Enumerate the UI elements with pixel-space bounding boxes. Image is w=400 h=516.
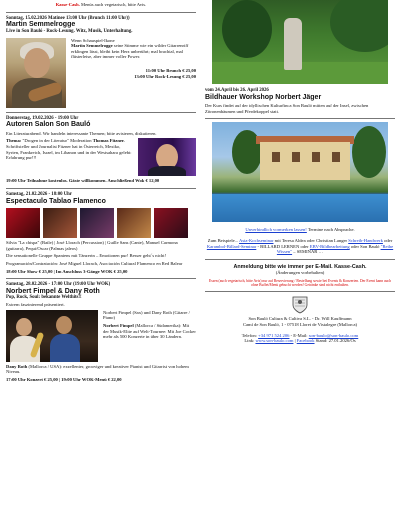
finca-pool-photo bbox=[212, 122, 388, 222]
examples-text: – SEMINAR … bbox=[292, 249, 324, 255]
fimpel-roth-photo bbox=[6, 310, 98, 362]
event-desc-lead: Wenn Schauspiel-Ikone bbox=[71, 37, 115, 43]
examples-text: mit Teresa Aldea oder Christian Langer bbox=[273, 237, 349, 243]
intro-rest: Menüs auch vegetarisch, bitte Avis. bbox=[79, 2, 147, 7]
email-label: - E-Mail: bbox=[289, 332, 309, 338]
theme-label: Thema: bbox=[6, 138, 23, 144]
event-desc: Der Kurs findet auf der idyllischen Kulturfinca Son Bauló mitten auf der Insel, zwischen Zitronenbäumen und Pferdekoppel statt. bbox=[205, 103, 369, 114]
reserve-text: Termine nach Absprache. bbox=[306, 227, 355, 233]
intro-cash: Kasse-Cash. bbox=[55, 2, 80, 7]
divider bbox=[205, 118, 395, 119]
divider bbox=[6, 112, 196, 113]
flamenco-desc: Die sensationelle Gruppe Spaniens mit Tänzerin – Emotionen pur! Besser geht´s nicht! bbox=[6, 253, 167, 259]
semmelrogge-photo bbox=[6, 38, 66, 108]
event-footer: 17:00 Uhr Konzert € 25,00 | 19:00 Uhr WOK-Menü € 22,00 bbox=[6, 376, 122, 382]
event-subtitle: Live in Son Bauló - Rock-Lesung. Witz, Musik, Unterhaltung. bbox=[6, 28, 133, 34]
web-label: Link: bbox=[244, 338, 256, 344]
reserve-link[interactable]: Unverbindlich vormerken lassen! bbox=[245, 227, 307, 233]
right-column bbox=[205, 0, 395, 344]
event-desc-name: Martin Semmelrogge bbox=[71, 43, 113, 49]
roth-desc: (Mallorca / USA): exzellenter, grooviger und kreativer Pianist und Gitarrist von hohem Niveau. bbox=[6, 363, 189, 375]
coat-of-arms-icon bbox=[292, 296, 308, 314]
changes-note: (Änderungen vorbehalten) bbox=[275, 270, 325, 276]
flamenco-photo bbox=[43, 208, 77, 238]
phone-label: Telefon: bbox=[241, 332, 259, 338]
event-autoren-salon bbox=[6, 116, 196, 184]
theme-text: "Drogen in der Literatur" Moderation bbox=[22, 138, 92, 144]
registration-note: Anmeldung bitte wie immer per E-Mail. Kasse-Cash. bbox=[233, 263, 367, 270]
food-note: Essen (auch vegetarisch, bitte Avis) nur auf Reservierung / Bestellung sowie bei Events & Konzerten. Der Event kann auch ohne Buffet/Menü gebucht werden! Getränke sind nicht enthalten. bbox=[209, 278, 391, 288]
examples-text: - BILLARD LERNEN oder bbox=[256, 243, 310, 249]
fitzner-photo bbox=[138, 138, 196, 176]
event-date: Samstag, 21.02.2026 - 18:00 Uhr bbox=[6, 192, 72, 197]
website-link[interactable]: www.son-baulo.com bbox=[255, 338, 294, 344]
seminar-examples bbox=[205, 238, 395, 255]
phone-link[interactable]: +34 971 524 206 bbox=[258, 332, 290, 338]
price-brunch: 11:00 Uhr Brunch € 25,00 bbox=[145, 68, 196, 73]
event-title: Martin Semmelrogge bbox=[6, 21, 76, 29]
event-fimpel-roth bbox=[6, 282, 196, 382]
left-column bbox=[6, 0, 196, 383]
moderator-desc: Schriftsteller und Journalist Fitzner hat in Österreich, Mexiko, Syrien, Frankreich, Israel, im Libanon und in der Westsahara gelebt: Erfahrung pur!!! bbox=[6, 144, 132, 161]
sculpture-photo bbox=[212, 0, 388, 84]
divider bbox=[6, 12, 196, 13]
seminar-link-schreib[interactable]: Schreib-Handwerk bbox=[348, 237, 383, 243]
event-date: Sonntag, 15.02.2026 Matinee 13:00 Uhr (Brunch 11:00 Uhr)) bbox=[6, 15, 130, 21]
fimpel-desc: (Mallorca / Südamerika): Mit der Musik-Elite auf Welt-Tournee: Mit Joe Cocker mehr als 500 Konzerte in über 30 Ländern. bbox=[103, 322, 196, 340]
seminar-link-billard[interactable]: Karambol-Billard-Seminar bbox=[206, 243, 257, 249]
event-title: Bildhauer Workshop Norbert Jäger bbox=[205, 93, 322, 101]
price-lesung: 13:00 Uhr Rock-Lesung € 25,00 bbox=[134, 73, 196, 79]
event-footer: 19:00 Uhr Teilnahme kostenlos. Gäste willkommen. Anschließend Wok € 12,00 bbox=[6, 178, 160, 184]
divider bbox=[6, 278, 196, 279]
event-desc: seine Stimme wie ein wilder Gitarrenriff erklingen lässt, bleibt kein Herz unberührt; mal brachial, mal flüsterleise, aber immer voller Power. bbox=[71, 43, 189, 60]
event-date: vom 24.April bis 26. April 2026 bbox=[205, 88, 269, 93]
seminar-link-wissen[interactable]: "Reihe Wissen" bbox=[276, 243, 394, 255]
facebook-link[interactable]: Facebook bbox=[296, 338, 315, 344]
flamenco-photo bbox=[6, 208, 40, 238]
flamenco-photo bbox=[117, 208, 151, 238]
seminar-link-ebv[interactable]: EBV-Bildbearbeitung bbox=[309, 243, 350, 249]
examples-text: oder Son Bauló bbox=[349, 243, 381, 249]
divider bbox=[205, 259, 395, 260]
examples-text: oder bbox=[382, 237, 393, 243]
event-flamenco bbox=[6, 192, 196, 274]
event-date: Donnerstag, 19.02.2026 - 19:00 Uhr bbox=[6, 115, 79, 121]
moderator-name: Thomas Fitzner. bbox=[92, 138, 125, 144]
event-bildhauer bbox=[205, 88, 395, 114]
flamenco-photo bbox=[80, 208, 114, 238]
links-line: Link: www.son-baulo.com | Facebook Stand: 27.01.2026/Ös bbox=[244, 338, 356, 344]
duo-desc: Norbert Fimpel (Sax) und Dany Roth (Gitarre / Piano) bbox=[103, 309, 190, 321]
event-title: Espectaculo Tablao Flamenco bbox=[6, 197, 106, 205]
email-link[interactable]: son-baulo@son-baulo.com bbox=[308, 332, 359, 338]
event-semmelrogge bbox=[6, 16, 196, 108]
flamenco-artists: Silvia "La chispa" (Baile) | José Llorach (Percussion) | Guille Sans (Cante), Manuel Carmona (guitarra), Pequi/Oscar (Palmas jaleos) bbox=[6, 240, 178, 251]
status-date: Stand: 27.01.2026/Ös bbox=[314, 338, 356, 344]
seminar-link-asia[interactable]: Asia-Kochseminar bbox=[239, 237, 274, 243]
flamenco-programming: Programación/Contratación: José Miguel Llorach, Asociación Cultural Flamenco en Red Balear bbox=[6, 260, 183, 266]
organization-name: Son Bauló Cultura & Cultiva S.L. - Dr. Will Kauffmann bbox=[248, 316, 352, 322]
flamenco-photo-strip bbox=[6, 208, 196, 238]
divider bbox=[205, 291, 395, 292]
event-footer: 18:00 Uhr Show € 25,00 | Im Anschluss 3-Gänge WOK € 25,00 bbox=[6, 268, 128, 274]
intro-line bbox=[6, 2, 196, 8]
roth-name: Dany Roth bbox=[6, 363, 28, 369]
divider bbox=[6, 188, 196, 189]
event-tagline: Extrem faszinierend präsentiert. bbox=[6, 302, 65, 308]
event-subtitle: Ein Literaturabend. Wir handeln interessante Themen; bitte avisieren, diskutieren. bbox=[6, 130, 157, 136]
event-subtitle: Pop, Rock, Soul: bekannte Welthits!! bbox=[6, 295, 82, 301]
examples-lead: Zum Beispiele... bbox=[207, 237, 240, 243]
event-title: Autoren Salon Son Bauló bbox=[6, 121, 91, 129]
flamenco-photo bbox=[154, 208, 188, 238]
organization-address: Camí de Son Bauló, 1 - 07518 Lloret de Vistalegre (Mallorca) bbox=[242, 322, 358, 328]
event-title: Norbert Fimpel & Dany Roth bbox=[6, 288, 100, 295]
event-date: Samstag, 28.02.2026 - 17:00 Uhr (19:00 Uhr WOK) bbox=[6, 282, 111, 288]
fimpel-name: Norbert Fimpel bbox=[103, 322, 134, 328]
